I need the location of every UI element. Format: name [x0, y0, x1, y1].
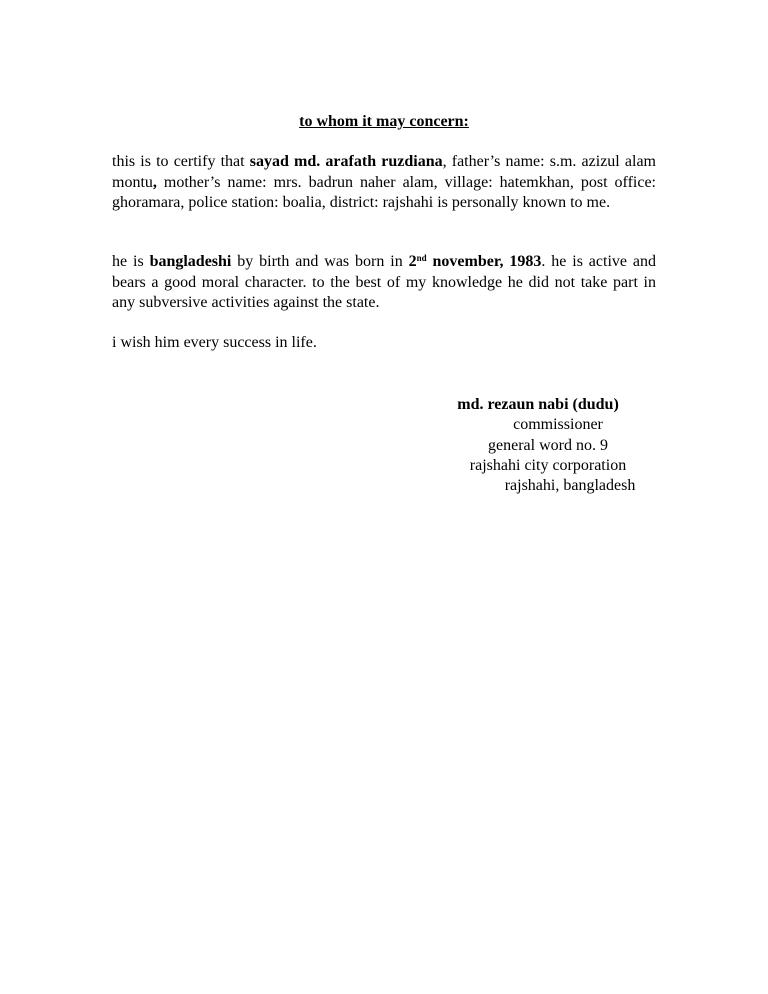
- birth-day-suffix: nd: [416, 253, 427, 263]
- birth-character-paragraph: [112, 252, 656, 314]
- signatory-ward: general word no. 9: [488, 437, 608, 454]
- para1-comma: ,: [152, 173, 157, 191]
- para1-text-1: this is to certify that: [112, 153, 250, 170]
- nationality: bangladeshi: [149, 253, 232, 270]
- para1-text-2: , father’s name: s.m. azizul alam montu: [112, 153, 656, 191]
- para1-text-3: mother’s name: mrs. badrun naher alam, village: hatemkhan, post office: ghoramara, police station: boalia, district: rajshahi is personally known to me.: [112, 173, 656, 211]
- para2-text-3: . he is active and bears a good moral character. to the best of my knowledge he did not take part in any subversive activities against the state.: [112, 253, 656, 311]
- para2-text-1: he is: [112, 253, 150, 270]
- signatory-nickname: dudu: [577, 396, 614, 413]
- para2-text-2: by birth and was born in: [231, 253, 409, 270]
- subject-name: sayad md. arafath ruzdiana: [249, 153, 443, 170]
- wishes-paragraph: i wish him every success in life.: [112, 334, 317, 351]
- signatory-title: commissioner: [513, 416, 603, 433]
- signatory-place: rajshahi, bangladesh: [504, 477, 636, 494]
- birth-month-year: november, 1983: [426, 253, 542, 270]
- document-heading: to whom it may concern:: [299, 113, 469, 130]
- signatory-name: md. rezaun nabi (dudu): [457, 396, 619, 413]
- birth-day: 2nd november, 1983: [408, 253, 542, 270]
- signatory-organization: rajshahi city corporation: [469, 457, 627, 474]
- certification-paragraph: [112, 152, 656, 214]
